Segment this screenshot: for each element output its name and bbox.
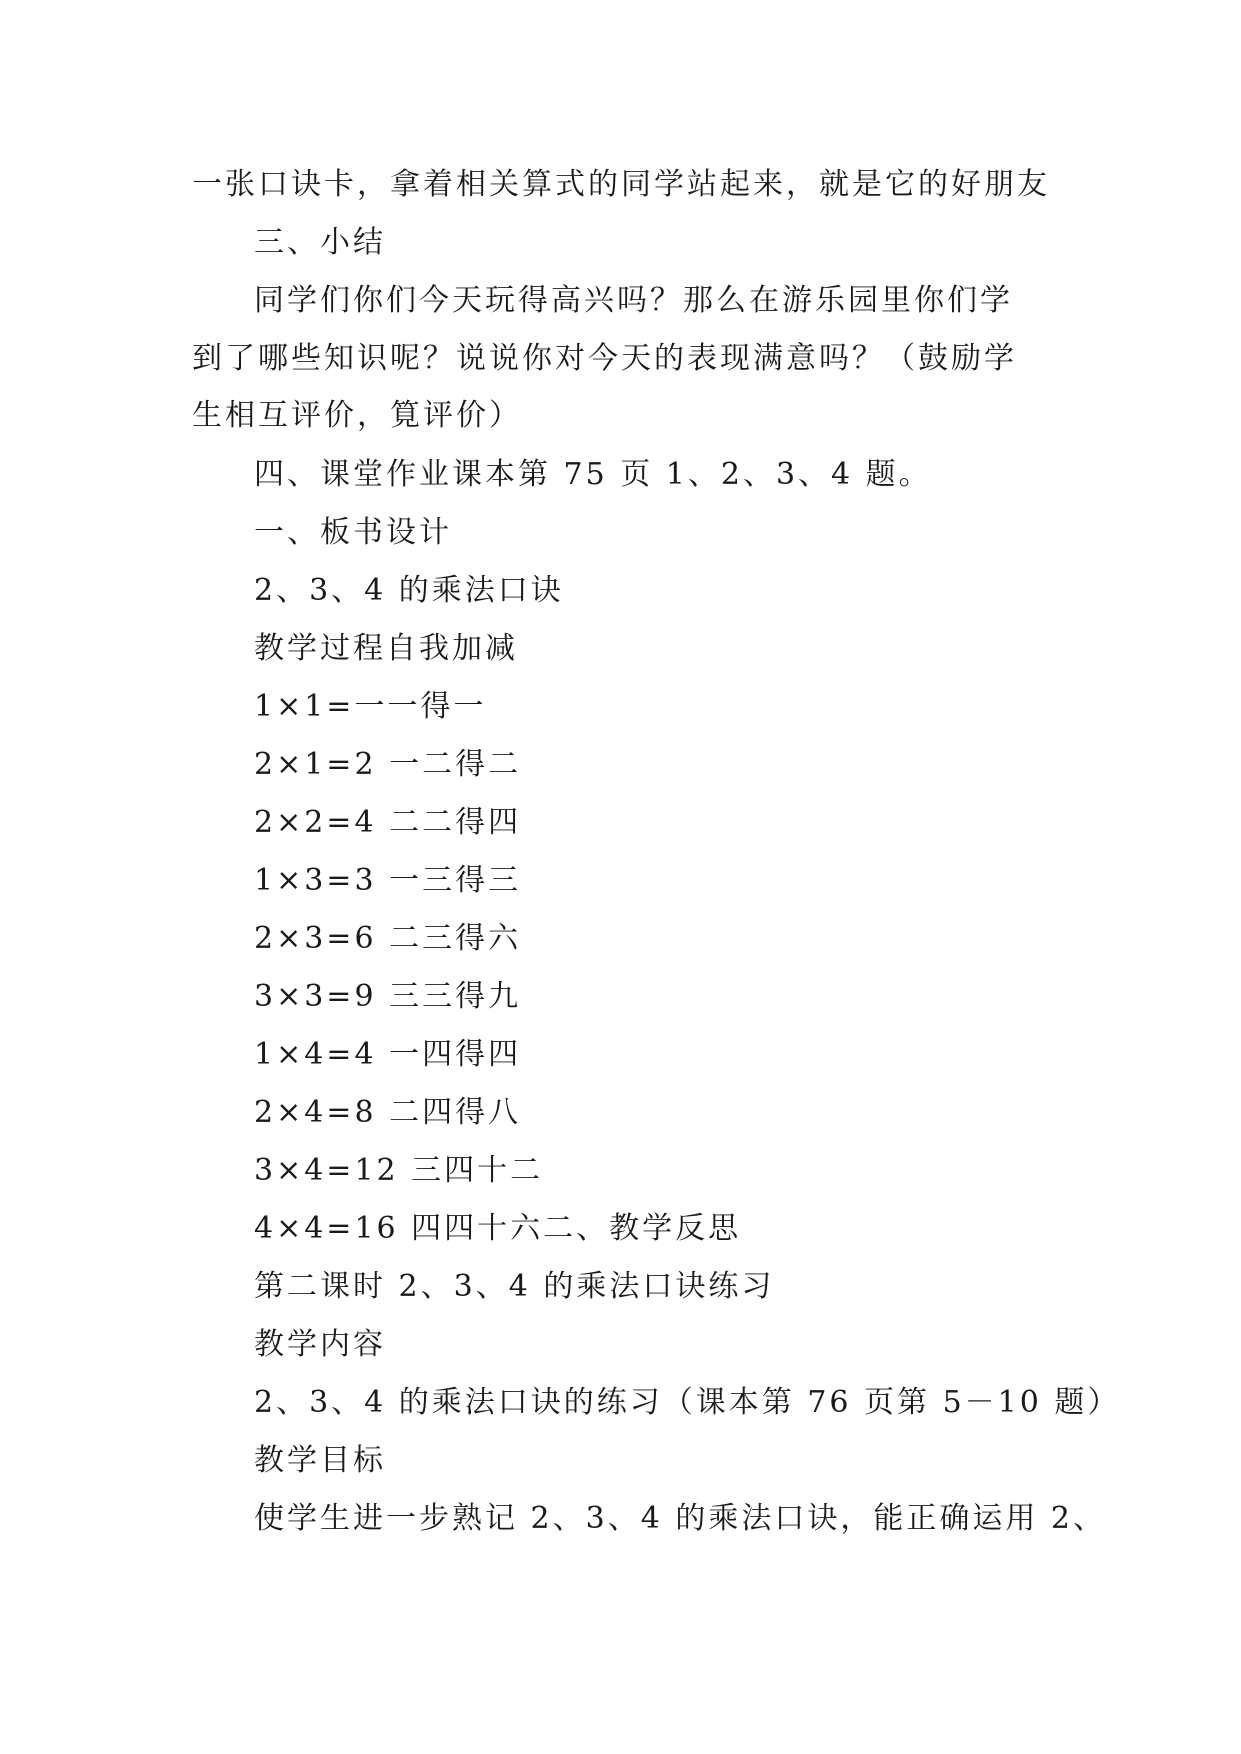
text-line: 2、3、4 的乘法口诀 (254, 573, 564, 608)
multiplication-rhyme: 1×1=一一得一 (254, 689, 487, 724)
multiplication-rhyme: 2×1=2 一二得二 (254, 747, 522, 782)
text-line: 同学们你们今天玩得高兴吗？那么在游乐园里你们学 (254, 283, 1013, 318)
text-line: 到了哪些知识呢？说说你对今天的表现满意吗？（鼓励学 (192, 341, 1017, 376)
multiplication-rhyme: 3×3=9 三三得九 (254, 979, 522, 1014)
multiplication-rhyme: 1×3=3 一三得三 (254, 863, 522, 898)
multiplication-rhyme: 3×4=12 三四十二 (254, 1153, 544, 1188)
multiplication-rhyme: 2×3=6 二三得六 (254, 921, 522, 956)
text-line: 2、3、4 的乘法口诀的练习（课本第 76 页第 5－10 题） (254, 1385, 1121, 1420)
text-line: 生相互评价，筧评价） (192, 398, 522, 433)
text-line: 教学过程自我加减 (254, 631, 518, 666)
section-heading-content: 教学内容 (254, 1327, 386, 1362)
lesson-title: 第二课时 2、3、4 的乘法口诀练习 (254, 1269, 775, 1304)
multiplication-rhyme: 1×4=4 一四得四 (254, 1037, 522, 1072)
text-line: 一张口诀卡，拿着相关算式的同学站起来，就是它的好朋友 (192, 167, 1050, 202)
section-heading-board-design: 一、板书设计 (254, 515, 452, 550)
section-heading-summary: 三、小结 (254, 225, 386, 260)
section-heading-homework: 四、课堂作业课本第 75 页 1、2、3、4 题。 (254, 457, 932, 492)
text-line: 使学生进一步熟记 2、3、4 的乘法口诀，能正确运用 2、 (254, 1501, 1106, 1536)
multiplication-rhyme: 4×4=16 四四十六二、教学反思 (254, 1211, 742, 1246)
multiplication-rhyme: 2×2=4 二二得四 (254, 805, 522, 840)
multiplication-rhyme: 2×4=8 二四得八 (254, 1095, 522, 1130)
section-heading-objectives: 教学目标 (254, 1443, 386, 1478)
